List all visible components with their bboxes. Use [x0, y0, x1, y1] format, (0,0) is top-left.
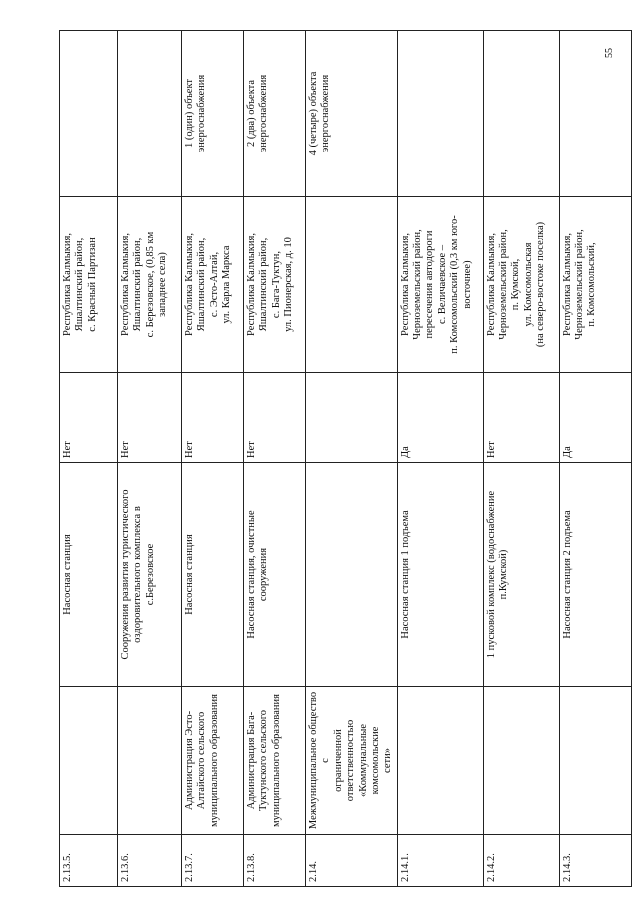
object-cell: Насосная станция 1 подъема: [397, 463, 483, 687]
row-number: 2.13.5.: [60, 835, 118, 887]
rotated-table-page: [59, 31, 598, 887]
table-row: [118, 31, 182, 887]
table-row: [182, 31, 244, 887]
inventory-cell: Нет: [60, 373, 118, 463]
page-number: 55: [604, 48, 615, 58]
address-cell: [306, 197, 398, 373]
address-cell: Республика Калмыкия, Яшалтинский район, с. Эсто-Алтай, ул. Карла Маркса: [182, 197, 244, 373]
note-cell: 2 (два) объекта энергоснабжения: [244, 31, 306, 197]
owner-cell: Администрация Эсто- Алтайского сельского муниципального образования: [182, 687, 244, 835]
object-cell: 1 пусковой комплекс (водоснабжение п.Кумской): [483, 463, 559, 687]
object-cell: Насосная станция: [182, 463, 244, 687]
address-cell: Республика Калмыкия, Черноземельский район, п. Кумской, ул. Комсомольская (на северо-востоке поселка): [483, 197, 559, 373]
address-cell: Республика Калмыкия, Черноземельский район, пересечения автодороги с. Величаевское – п. Комсомольский (0,3 км юго- восточнее): [397, 197, 483, 373]
note-cell: [60, 31, 118, 197]
objects-table: [59, 30, 632, 887]
object-cell: Насосная станция, очистные сооружения: [244, 463, 306, 687]
table-row: [306, 31, 398, 887]
object-cell: Насосная станция: [60, 463, 118, 687]
inventory-cell: Да: [559, 373, 631, 463]
row-number: 2.13.7.: [182, 835, 244, 887]
owner-cell: [559, 687, 631, 835]
table-row: [60, 31, 118, 887]
inventory-cell: [306, 373, 398, 463]
table-row: [559, 31, 631, 887]
inventory-cell: Да: [397, 373, 483, 463]
note-cell: 1 (один) объект энергоснабжения: [182, 31, 244, 197]
address-cell: Республика Калмыкия, Яшалтинский район, с. Березовское, (0,85 км западнее села): [118, 197, 182, 373]
address-cell: Республика Калмыкия, Яшалтинский район, с. Красный Партизан: [60, 197, 118, 373]
owner-cell: [483, 687, 559, 835]
row-number: 2.14.: [306, 835, 398, 887]
row-number: 2.14.1.: [397, 835, 483, 887]
note-cell: 4 (четыре) объекта энергоснабжения: [306, 31, 398, 197]
table-row: [397, 31, 483, 887]
row-number: 2.13.8.: [244, 835, 306, 887]
owner-cell: Администрация Бага- Туктунского сельского муниципального образования: [244, 687, 306, 835]
inventory-cell: Нет: [182, 373, 244, 463]
note-cell: [118, 31, 182, 197]
owner-cell: Межмуниципальное общество с ограниченной ответственностью «Коммунальные комсомольские сети»: [306, 687, 398, 835]
row-number: 2.14.2.: [483, 835, 559, 887]
address-cell: Республика Калмыкия, Черноземельский район, п. Комсомольский,: [559, 197, 631, 373]
owner-cell: [118, 687, 182, 835]
owner-cell: [60, 687, 118, 835]
address-cell: Республика Калмыкия, Яшалтинский район, с. Бага-Туктун, ул. Пионерская, д. 10: [244, 197, 306, 373]
inventory-cell: Нет: [118, 373, 182, 463]
note-cell: [559, 31, 631, 197]
table-row: [483, 31, 559, 887]
object-cell: Сооружения развития туристического оздоровительного комплекса в с.Березовское: [118, 463, 182, 687]
note-cell: [483, 31, 559, 197]
row-number: 2.13.6.: [118, 835, 182, 887]
row-number: 2.14.3.: [559, 835, 631, 887]
object-cell: [306, 463, 398, 687]
table-row: [244, 31, 306, 887]
owner-cell: [397, 687, 483, 835]
note-cell: [397, 31, 483, 197]
object-cell: Насосная станция 2 подъема: [559, 463, 631, 687]
inventory-cell: Нет: [483, 373, 559, 463]
inventory-cell: Нет: [244, 373, 306, 463]
